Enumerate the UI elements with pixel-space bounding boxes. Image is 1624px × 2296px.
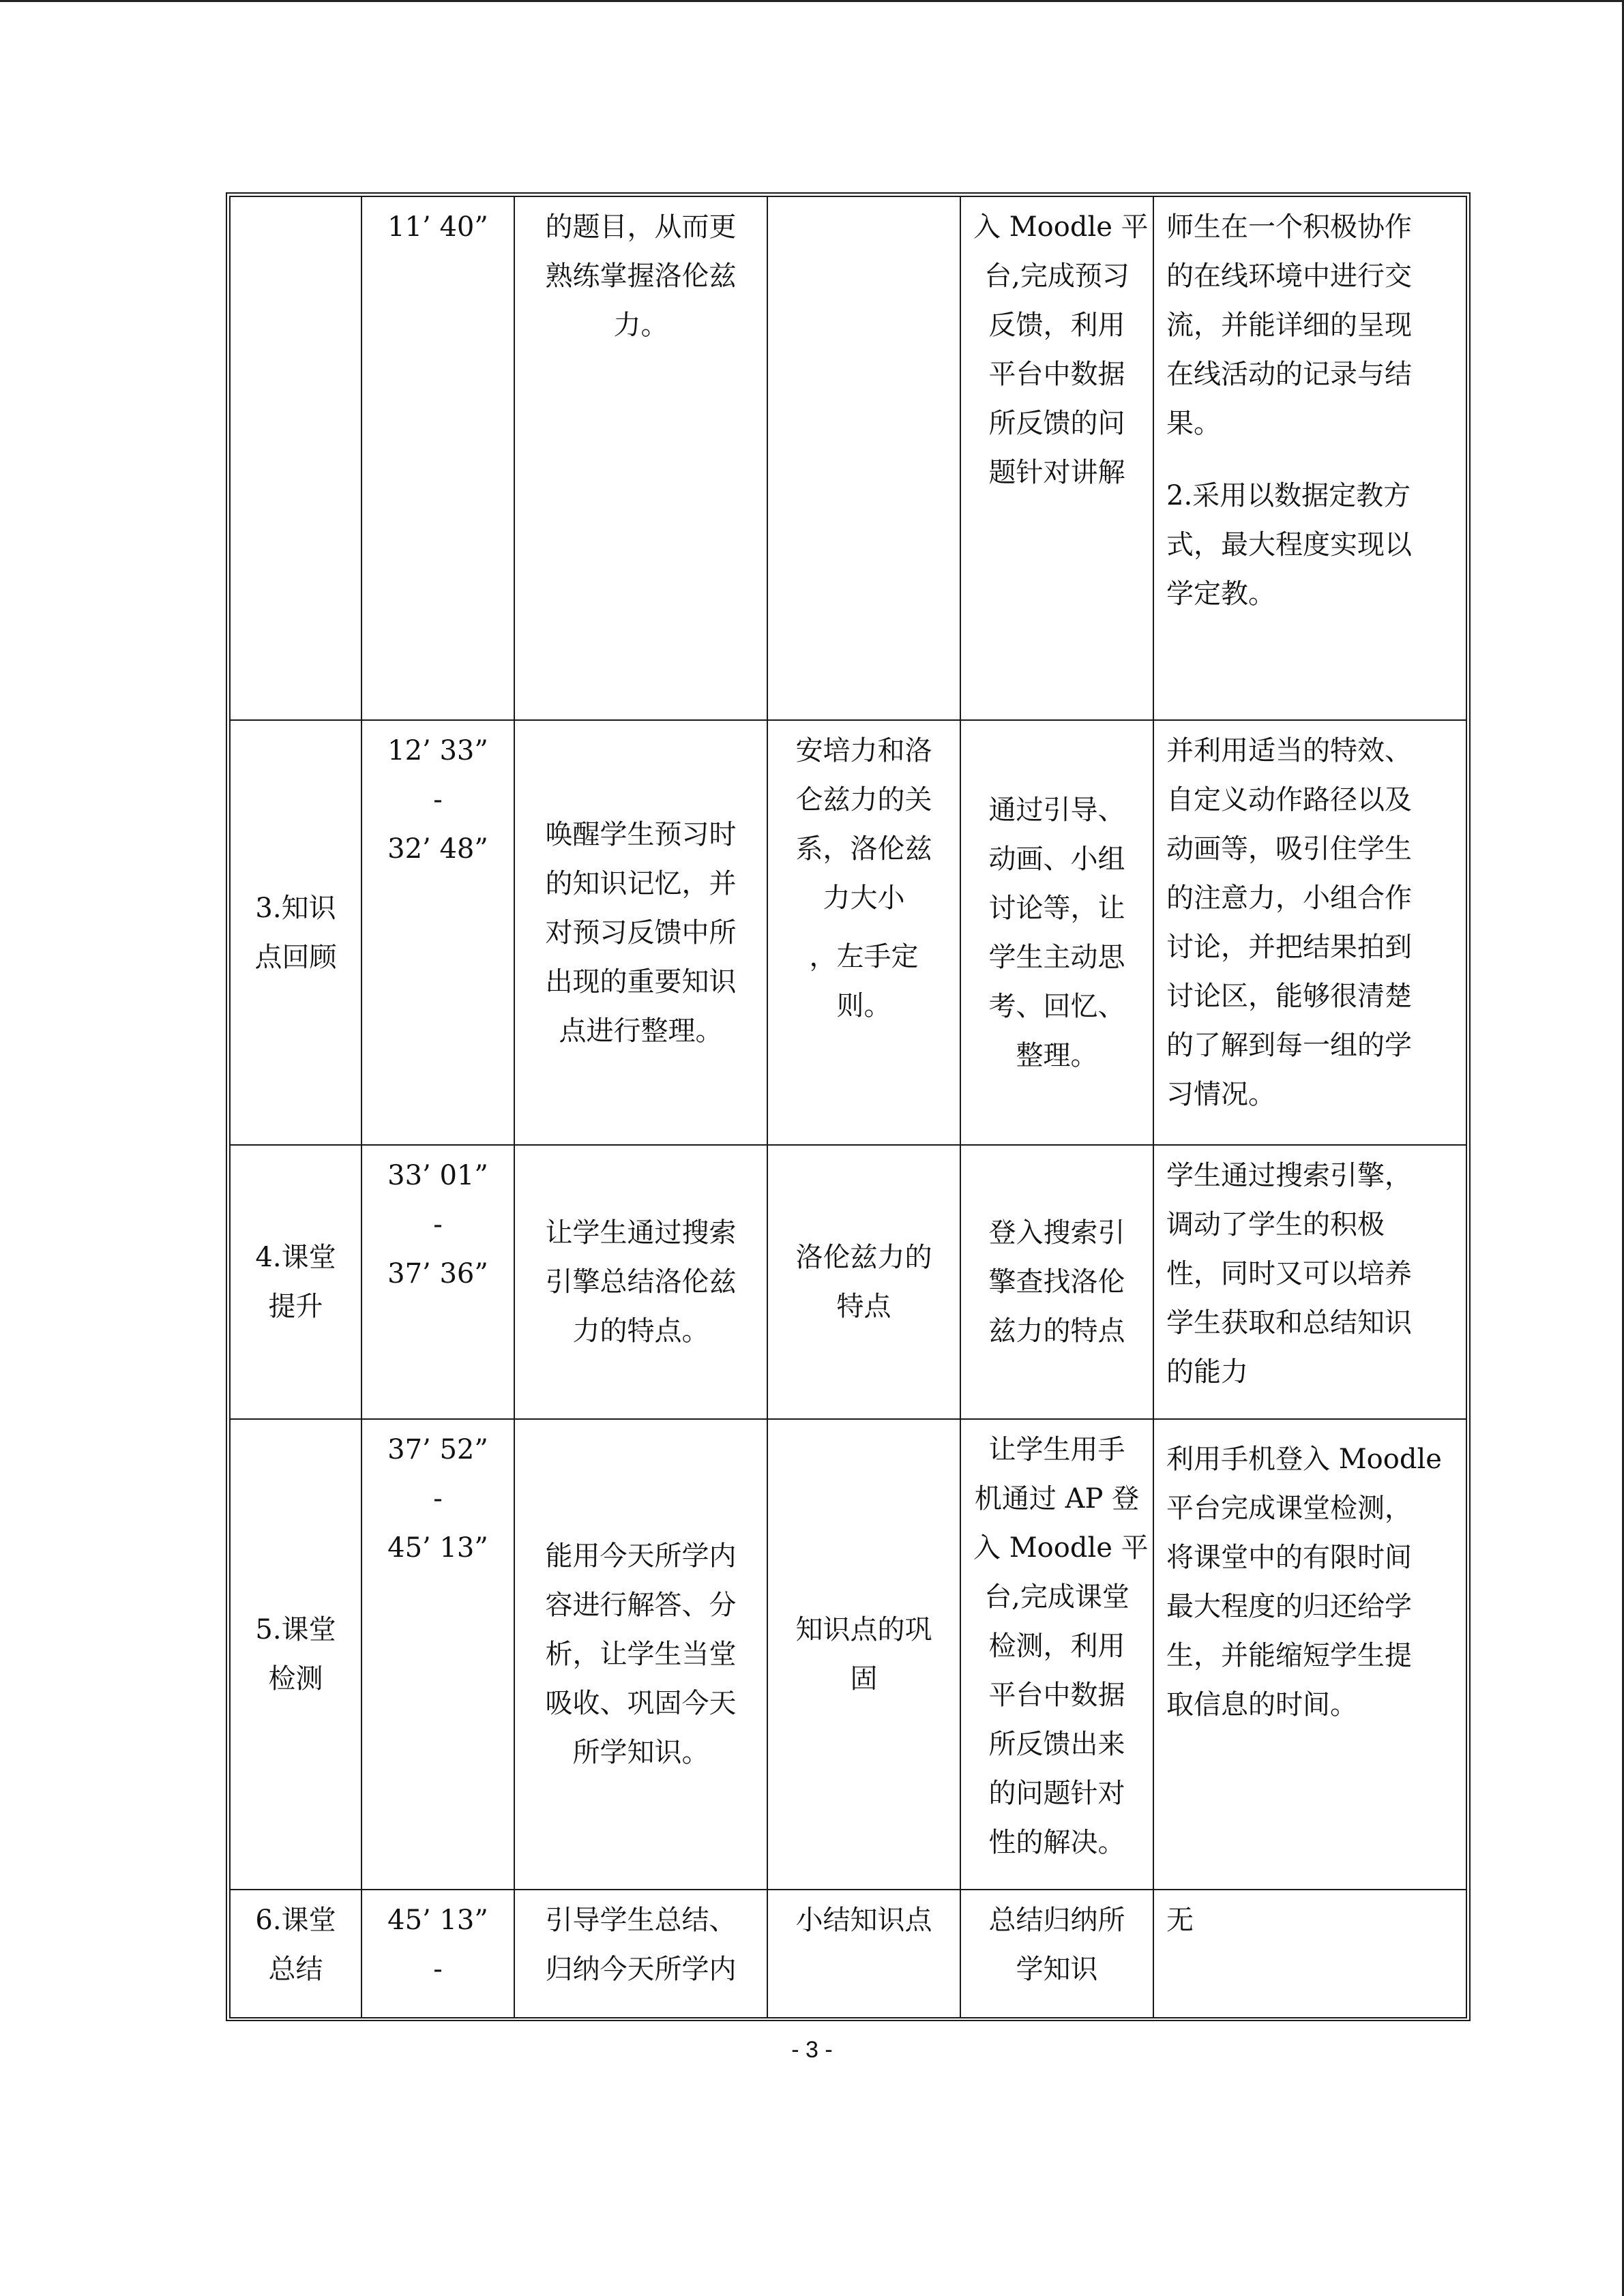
content-cell — [767, 1145, 960, 1419]
method-text: 台,完成预习 — [984, 260, 1130, 292]
time-text: 37’ 52” — [387, 1434, 488, 1465]
intent-cell — [1153, 1145, 1466, 1419]
method-text: 入 Moodle 平 — [973, 1532, 1149, 1564]
intent-text: 的了解到每一组的学 — [1166, 1030, 1412, 1061]
table-row — [230, 1145, 1466, 1419]
content-text: 安培力和洛 — [795, 735, 932, 766]
intent-text: 习情况。 — [1166, 1079, 1275, 1110]
intent-text: 平台完成课堂检测， — [1166, 1493, 1412, 1524]
time-text: 12’ 33” — [387, 735, 488, 766]
goal-text: 力的特点。 — [572, 1315, 709, 1347]
paragraph-gap — [1166, 448, 1453, 471]
stage-cell — [230, 1419, 361, 1890]
method-text: 的问题针对 — [988, 1778, 1125, 1809]
goal-text: 的知识记忆，并 — [545, 867, 737, 899]
intent-text: 流，并能详细的呈现 — [1166, 310, 1412, 341]
goal-cell — [514, 196, 767, 720]
goal-text: 引导学生总结、 — [545, 1905, 737, 1936]
intent-text: 学生获取和总结知识 — [1166, 1307, 1412, 1339]
stage-text: 6.课堂 — [255, 1905, 336, 1936]
goal-text: 容进行解答、分 — [545, 1590, 737, 1621]
method-text: 整理。 — [1016, 1039, 1098, 1071]
intent-text: 无 — [1166, 1905, 1194, 1936]
goal-text: 所学知识。 — [572, 1737, 709, 1768]
goal-text: 吸收、巩固今天 — [545, 1688, 737, 1719]
intent-text: 讨论，并把结果拍到 — [1166, 931, 1412, 963]
intent-text: 的注意力，小组合作 — [1166, 882, 1412, 914]
paragraph-gap — [780, 923, 947, 932]
content-text: 小结知识点 — [795, 1905, 932, 1936]
content-cell — [767, 1419, 960, 1890]
intent-cell — [1153, 1419, 1466, 1890]
content-text: 特点 — [836, 1291, 891, 1322]
time-cell — [361, 196, 514, 720]
goal-text: 让学生通过搜索 — [545, 1217, 737, 1249]
method-cell — [960, 1890, 1153, 2018]
content-text: 力大小 — [823, 882, 905, 914]
content-text: 则。 — [836, 990, 891, 1022]
content-cell — [767, 720, 960, 1145]
goal-cell — [514, 720, 767, 1145]
time-text: - — [433, 1209, 443, 1240]
method-text: 性的解决。 — [988, 1827, 1125, 1858]
stage-text: 总结 — [268, 1954, 323, 1985]
method-cell — [960, 196, 1153, 720]
goal-text: 力。 — [613, 310, 668, 341]
method-cell — [960, 720, 1153, 1145]
method-text: 学知识 — [1016, 1954, 1098, 1985]
lesson-plan-table — [229, 196, 1467, 2018]
stage-cell — [230, 1890, 361, 2018]
intent-text: 的能力 — [1166, 1356, 1248, 1388]
goal-text: 引擎总结洛伦兹 — [545, 1266, 737, 1298]
method-text: 兹力的特点 — [988, 1315, 1125, 1347]
content-text: ，左手定 — [809, 941, 919, 972]
intent-text: 式，最大程度实现以 — [1166, 529, 1412, 561]
intent-text: 将课堂中的有限时间 — [1166, 1542, 1412, 1573]
time-text: 45’ 13” — [387, 1905, 488, 1936]
stage-cell — [230, 720, 361, 1145]
intent-text: 调动了学生的积极 — [1166, 1209, 1385, 1240]
method-text: 总结归纳所 — [988, 1905, 1125, 1936]
method-text: 动画、小组 — [988, 843, 1125, 875]
stage-text: 5.课堂 — [255, 1614, 336, 1645]
method-text: 讨论等，让 — [988, 892, 1125, 924]
intent-text: 学定教。 — [1166, 578, 1275, 610]
content-cell — [767, 1890, 960, 2018]
content-text: 仑兹力的关 — [795, 784, 932, 816]
intent-text: 果。 — [1166, 408, 1221, 439]
stage-cell — [230, 196, 361, 720]
intent-text: 并利用适当的特效、 — [1166, 735, 1412, 766]
goal-text: 对预习反馈中所 — [545, 916, 737, 949]
method-text: 机通过 AP 登 — [974, 1483, 1140, 1515]
time-cell — [361, 1890, 514, 2018]
content-text: 固 — [850, 1663, 878, 1695]
time-text: 11’ 40” — [387, 211, 488, 243]
method-text: 考、回忆、 — [988, 990, 1125, 1022]
goal-cell — [514, 1890, 767, 2018]
stage-text: 3.知识 — [255, 892, 336, 924]
time-text: - — [433, 1954, 443, 1985]
intent-text: 的在线环境中进行交 — [1166, 260, 1412, 292]
method-text: 所反馈出来 — [988, 1729, 1125, 1760]
intent-text: 2.采用以数据定教方 — [1166, 480, 1411, 511]
intent-text: 自定义动作路径以及 — [1166, 784, 1412, 816]
intent-cell — [1153, 720, 1466, 1145]
stage-text: 4.课堂 — [255, 1242, 336, 1273]
page-top-border — [0, 0, 1624, 2]
intent-text: 最大程度的归还给学 — [1166, 1591, 1412, 1622]
table-row — [230, 196, 1466, 720]
goal-text: 熟练掌握洛伦兹 — [545, 260, 737, 292]
time-text: 45’ 13” — [387, 1532, 488, 1564]
time-cell — [361, 1145, 514, 1419]
stage-text: 点回顾 — [254, 941, 337, 973]
intent-cell — [1153, 1890, 1466, 2018]
content-cell — [767, 196, 960, 720]
time-text: - — [433, 1483, 443, 1515]
time-text: - — [433, 784, 443, 816]
stage-text: 检测 — [268, 1663, 323, 1695]
method-text: 平台中数据 — [988, 1680, 1125, 1711]
method-cell — [960, 1419, 1153, 1890]
method-text: 让学生用手 — [988, 1434, 1125, 1465]
method-text: 题针对讲解 — [988, 457, 1125, 488]
time-cell — [361, 1419, 514, 1890]
method-text: 入 Moodle 平 — [973, 211, 1149, 243]
intent-text: 取信息的时间。 — [1166, 1689, 1357, 1720]
goal-text: 析，让学生当堂 — [545, 1639, 737, 1670]
method-text: 反馈，利用 — [988, 310, 1125, 341]
table-row — [230, 1419, 1466, 1890]
method-text: 学生主动思 — [988, 941, 1125, 973]
method-cell — [960, 1145, 1153, 1419]
time-cell — [361, 720, 514, 1145]
table-row — [230, 720, 1466, 1145]
intent-text: 学生通过搜索引擎， — [1166, 1160, 1412, 1191]
goal-text: 唤醒学生预习时 — [545, 818, 737, 850]
intent-text: 利用手机登入 Moodle — [1166, 1444, 1442, 1475]
stage-cell — [230, 1145, 361, 1419]
goal-text: 出现的重要知识 — [545, 966, 737, 998]
goal-text: 点进行整理。 — [559, 1015, 723, 1047]
content-text: 知识点的巩 — [795, 1614, 932, 1645]
time-text: 32’ 48” — [387, 833, 488, 865]
page-number: - 3 - — [791, 2037, 833, 2063]
time-text: 33’ 01” — [387, 1160, 488, 1191]
content-text: 洛伦兹力的 — [795, 1242, 932, 1273]
stage-text: 提升 — [268, 1291, 323, 1322]
goal-cell — [514, 1145, 767, 1419]
intent-cell — [1153, 196, 1466, 720]
goal-text: 能用今天所学内 — [545, 1540, 737, 1572]
time-text: 37’ 36” — [387, 1258, 488, 1289]
intent-text: 在线活动的记录与结 — [1166, 359, 1412, 390]
method-text: 台,完成课堂 — [984, 1581, 1130, 1613]
method-text: 所反馈的问 — [988, 408, 1125, 439]
intent-text: 生，并能缩短学生提 — [1166, 1640, 1412, 1671]
intent-text: 师生在一个积极协作 — [1166, 211, 1412, 243]
intent-text: 讨论区，能够很清楚 — [1166, 981, 1412, 1012]
intent-text: 动画等，吸引住学生 — [1166, 833, 1412, 865]
goal-text: 的题目，从而更 — [545, 211, 737, 243]
goal-text: 归纳今天所学内 — [545, 1954, 737, 1985]
method-text: 通过引导、 — [988, 794, 1125, 826]
content-text: 系，洛伦兹 — [795, 833, 932, 865]
goal-cell — [514, 1419, 767, 1890]
method-text: 登入搜索引 — [988, 1217, 1125, 1249]
table-row — [230, 1890, 1466, 2018]
method-text: 检测，利用 — [988, 1630, 1125, 1662]
method-text: 擎查找洛伦 — [988, 1266, 1125, 1298]
intent-text: 性，同时又可以培养 — [1166, 1258, 1412, 1289]
method-text: 平台中数据 — [988, 359, 1125, 390]
